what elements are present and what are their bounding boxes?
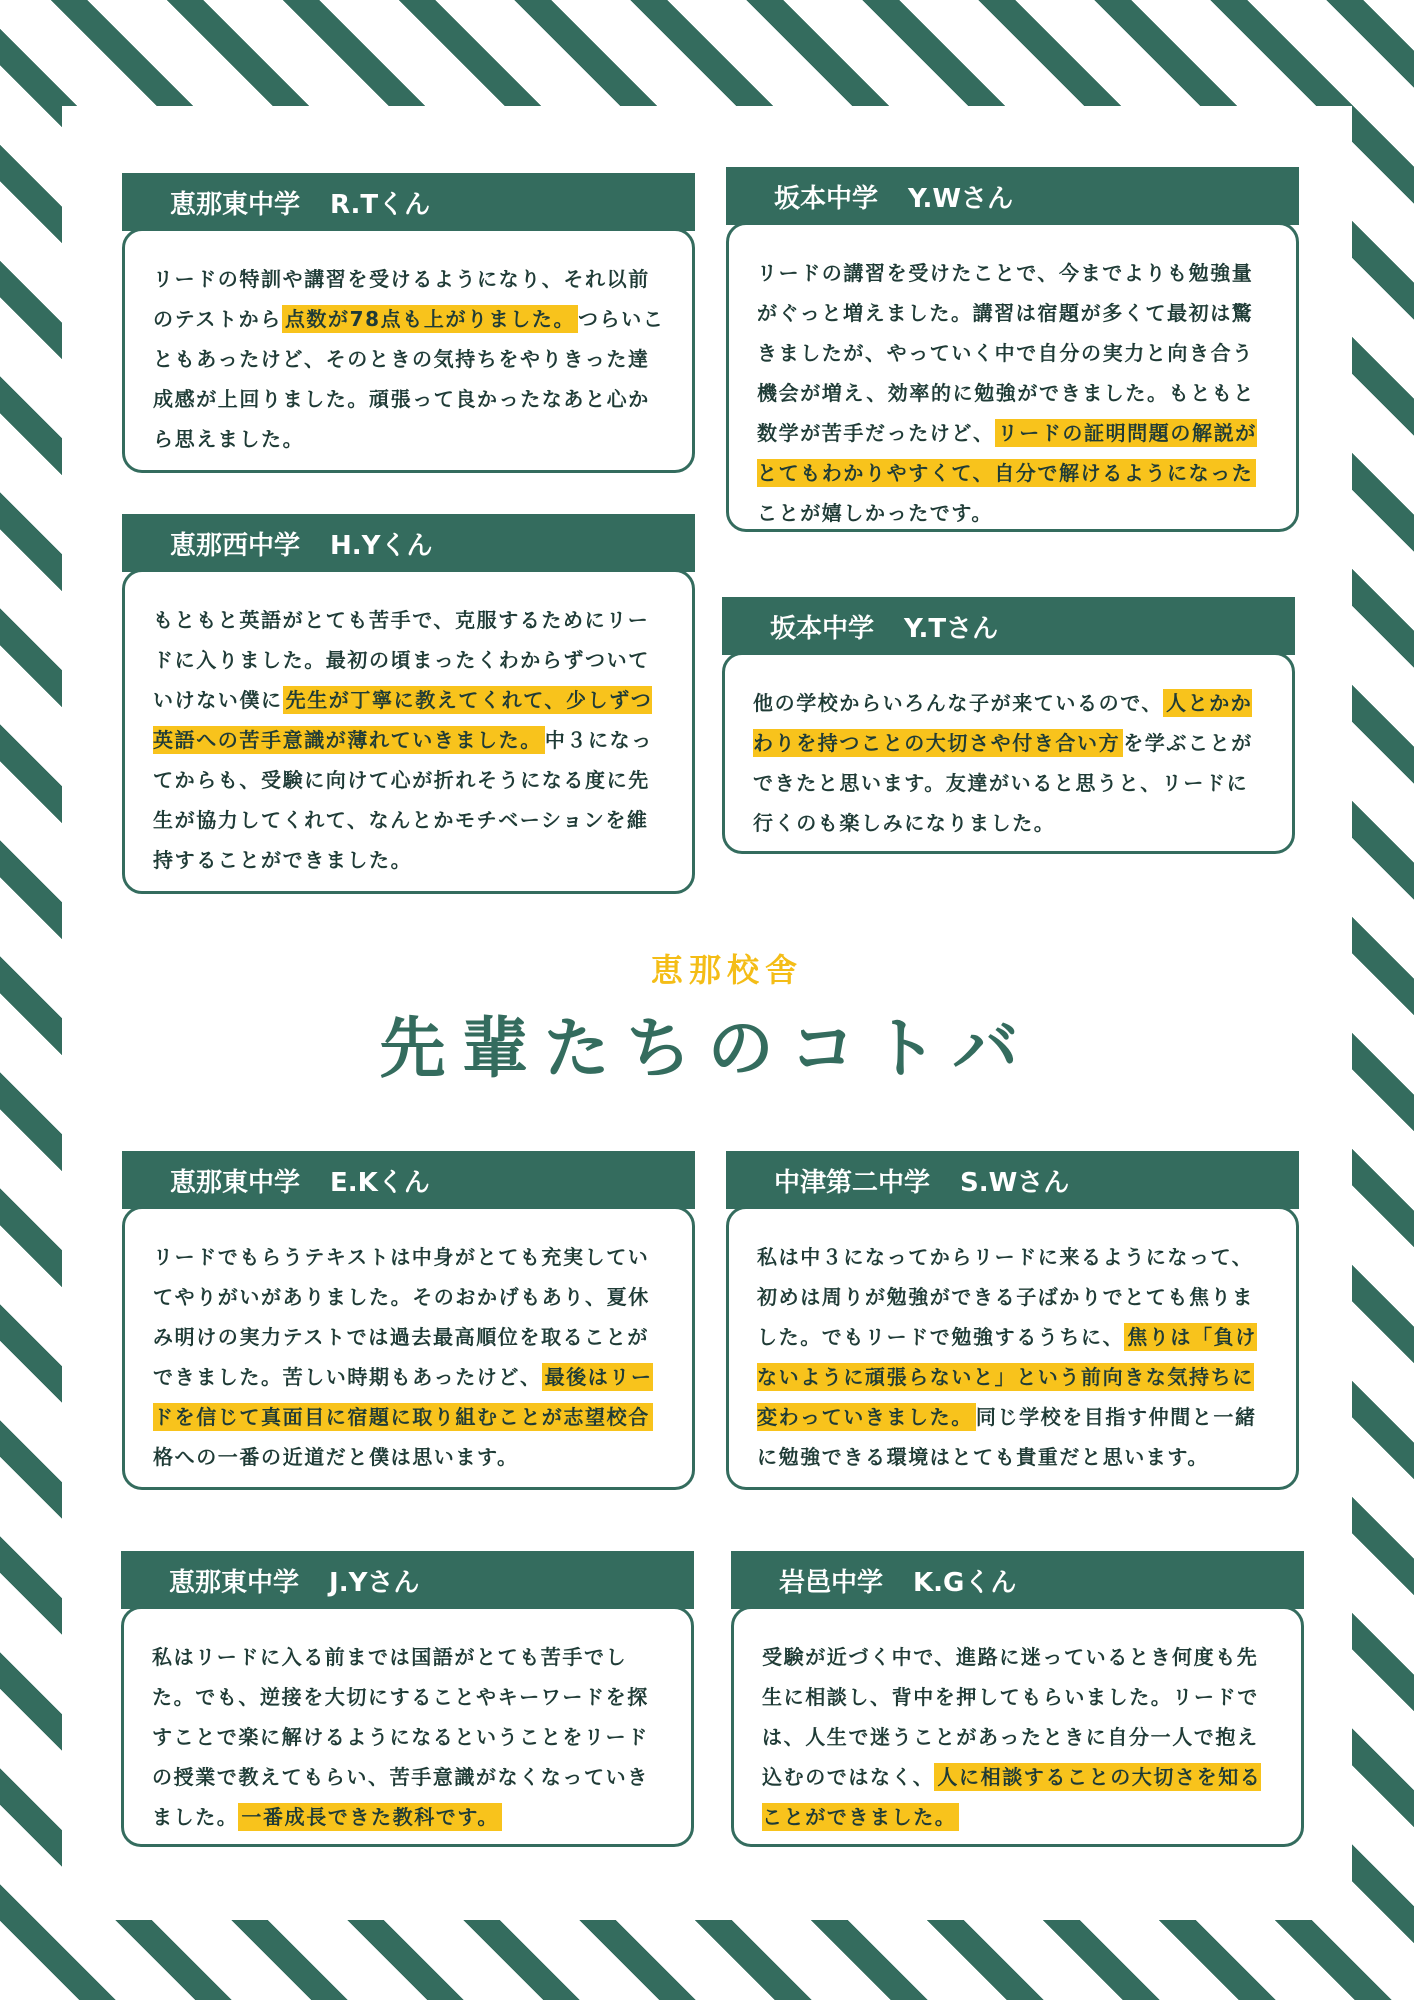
- text-segment: 受験が近づく中で、進路に迷っているとき何度も先生に相談し、背中を押してもらいました。リードでは、人生で迷うことがあったときに自分一人で抱え込むのではなく、: [762, 1645, 1259, 1789]
- student-name: K.Gくん: [913, 1567, 1017, 1598]
- school-name: 岩邑中学: [779, 1567, 884, 1598]
- text-segment: 他の学校からいろんな子が来ているので、: [753, 691, 1163, 715]
- text-segment: もともと英語がとても苦手で、克服するためにリードに入りました。最初の頃まったくわからずついていけない僕に: [153, 608, 650, 712]
- card-header: [731, 1551, 1304, 1609]
- text-segment: 私は中３になってからリードに来るようになって、初めは周りが勉強ができる子ばかりでとても焦りました。でもリードで勉強するうちに、: [757, 1245, 1254, 1349]
- card-header: [722, 597, 1295, 655]
- testimonial-text: [757, 253, 1270, 533]
- testimonial-text: [757, 1237, 1270, 1477]
- testimonial-card: [726, 1167, 1299, 1490]
- school-name: 中津第二中学: [774, 1167, 931, 1198]
- highlighted-text: 一番成長できた教科です。: [238, 1803, 502, 1831]
- text-segment: を学ぶことができたと思います。友達がいると思うと、リードに行くのも楽しみになりました。: [753, 731, 1253, 835]
- testimonial-text: [153, 259, 666, 459]
- text-segment: つらいこともあったけど、そのときの気持ちをやりきった達成感が上回りました。頑張って良かったなあと心から思えました。: [153, 307, 665, 451]
- testimonial-card: [122, 189, 695, 473]
- card-header: [122, 514, 695, 572]
- testimonial-card: [722, 613, 1295, 854]
- testimonial-card: [726, 183, 1299, 532]
- testimonial-text: [153, 1237, 666, 1477]
- student-name: R.Tくん: [330, 189, 431, 220]
- school-name: 恵那西中学: [170, 530, 301, 561]
- text-segment: 同じ学校を目指す仲間と一緒に勉強できる環境はとても貴重だと思います。: [757, 1405, 1257, 1469]
- student-name: Y.Tさん: [904, 613, 999, 644]
- school-name: 恵那東中学: [170, 1167, 301, 1198]
- page-title: 先輩たちのコトバ: [379, 1010, 1035, 1087]
- testimonial-card: [121, 1567, 694, 1847]
- highlighted-text: 点数が78点も上がりました。: [282, 305, 578, 333]
- highlighted-text: 人とかかわりを持つことの大切さや付き合い方: [753, 691, 1253, 755]
- card-header: [122, 1151, 695, 1209]
- highlighted-text: 先生が丁寧に教えてくれて、少しずつ英語への苦手意識が薄れていきました。: [153, 688, 653, 752]
- student-name: E.Kくん: [330, 1167, 430, 1198]
- highlighted-text: 焦りは「負けないように頑張らないと」という前向きな気持ちに変わっていきました。: [757, 1325, 1257, 1429]
- text-segment: 私はリードに入る前までは国語がとても苦手でした。でも、逆接を大切にすることやキーワードを探すことで楽に解けるようになるということをリードの授業で教えてもらい、苦手意識がなくなっていきました。: [152, 1645, 649, 1829]
- text-segment: 格への一番の近道だと僕は思います。: [153, 1445, 519, 1469]
- school-name: 恵那東中学: [170, 189, 301, 220]
- student-name: H.Yくん: [330, 530, 433, 561]
- highlighted-text: 最後はリードを信じて真面目に宿題に取り組むことが志望校合: [153, 1365, 653, 1429]
- student-name: S.Wさん: [960, 1167, 1070, 1198]
- student-name: Y.Wさん: [908, 183, 1014, 214]
- school-name: 坂本中学: [770, 613, 875, 644]
- testimonial-text: [153, 600, 666, 880]
- testimonial-card: [731, 1567, 1304, 1847]
- testimonial-text: [753, 683, 1266, 843]
- text-segment: 中３になってからも、受験に向けて心が折れそうになる度に先生が協力してくれて、なんとかモチベーションを維持することができました。: [153, 728, 653, 872]
- school-name: 坂本中学: [774, 183, 879, 214]
- card-header: [122, 173, 695, 231]
- text-segment: リードの講習を受けたことで、今までよりも勉強量がぐっと増えました。講習は宿題が多くて最初は驚きましたが、やっていく中で自分の実力と向き合う機会が増え、効率的に勉強ができました。もともと数学が苦手だったけど、: [757, 261, 1255, 445]
- student-name: J.Yさん: [329, 1567, 420, 1598]
- testimonial-card: [122, 1167, 695, 1490]
- school-name: 恵那東中学: [169, 1567, 300, 1598]
- card-header: [121, 1551, 694, 1609]
- text-segment: リードでもらうテキストは中身がとても充実していてやりがいがありました。そのおかげもあり、夏休み明けの実力テストでは過去最高順位を取ることができました。苦しい時期もあったけど、: [153, 1245, 650, 1389]
- testimonial-text: [762, 1637, 1275, 1837]
- card-header: [726, 167, 1299, 225]
- campus-name: 恵那校舎: [650, 951, 803, 989]
- text-segment: リードの特訓や講習を受けるようになり、それ以前のテストから: [153, 267, 650, 331]
- testimonial-card: [122, 530, 695, 894]
- testimonial-text: [152, 1637, 665, 1837]
- highlighted-text: 人に相談することの大切さを知ることができました。: [762, 1765, 1262, 1829]
- card-header: [726, 1151, 1299, 1209]
- highlighted-text: リードの証明問題の解説がとてもわかりやすくて、自分で解けるようになった: [757, 421, 1257, 485]
- text-segment: ことが嬉しかったです。: [757, 501, 993, 525]
